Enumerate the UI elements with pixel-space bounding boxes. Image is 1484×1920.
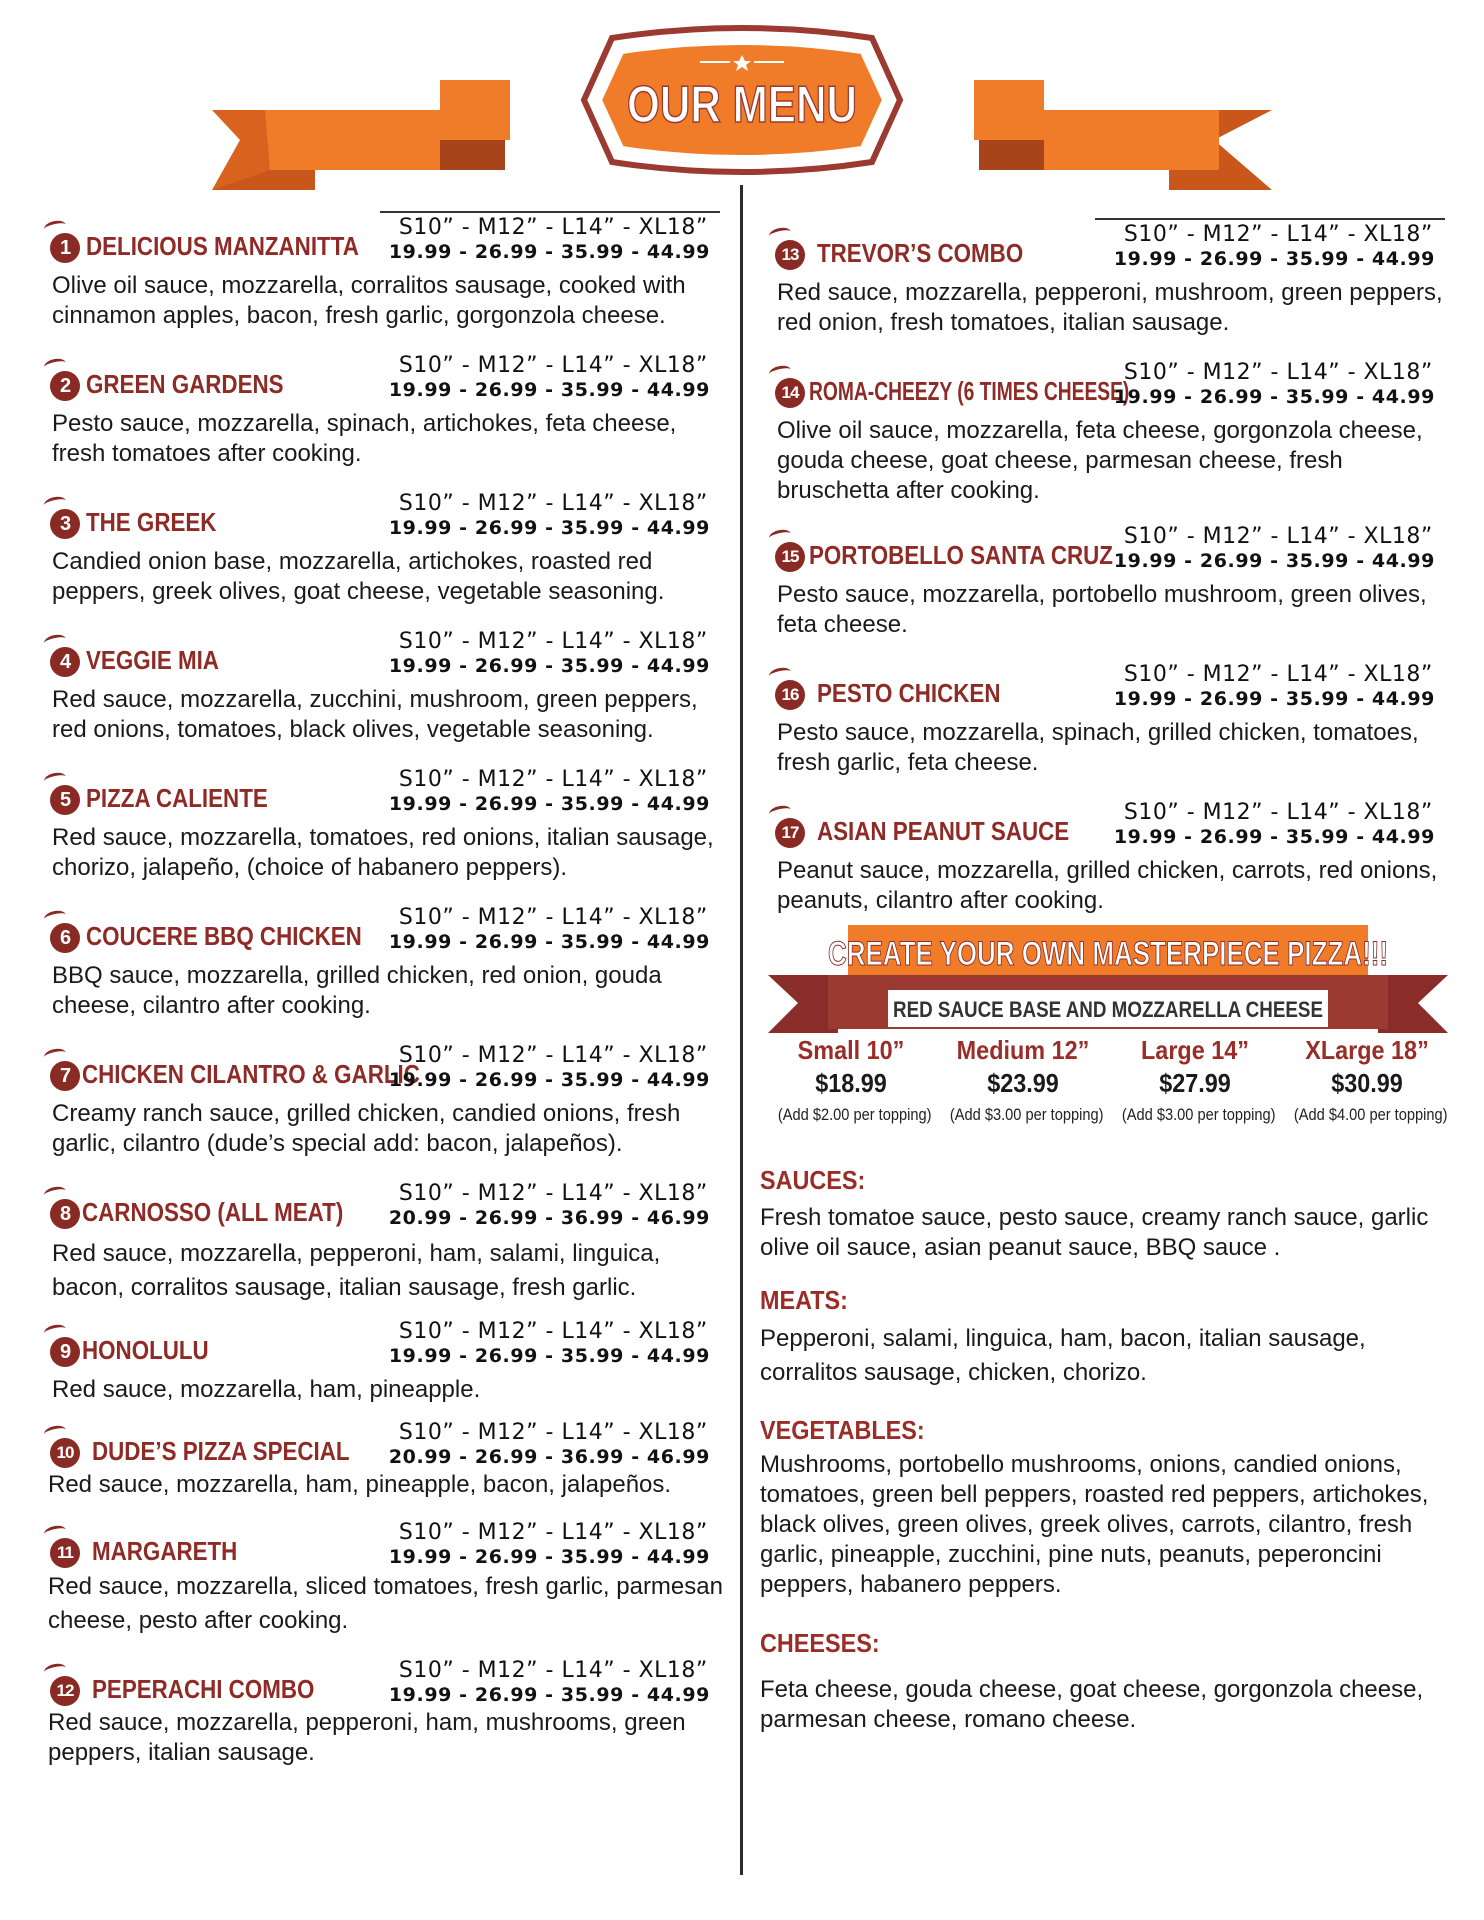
sauces-heading: SAUCES:	[760, 1165, 866, 1195]
item-number-badge: 5	[50, 785, 80, 815]
item-number-badge: 13	[775, 240, 805, 270]
item-sizes: S10” - M12” - L14” - XL18”	[398, 629, 708, 654]
item-number-badge: 10	[50, 1438, 80, 1468]
item-sizes: S10” - M12” - L14” - XL18”	[398, 767, 708, 792]
item-amounts: 20.99 - 26.99 - 36.99 - 46.99	[388, 1207, 710, 1229]
size-name: Large 14”	[1141, 1035, 1249, 1065]
item-sizes: S10” - M12” - L14” - XL18”	[398, 1420, 708, 1445]
size-price: $18.99	[815, 1068, 887, 1098]
size-name: XLarge 18”	[1305, 1035, 1429, 1065]
item-description: Olive oil sauce, mozzarella, corralitos sausage, cooked with cinnamon apples, bacon, fresh garlic, gorgonzola cheese.	[52, 272, 686, 329]
menu-item-11	[40, 1520, 723, 1640]
item-sizes: S10” - M12” - L14” - XL18”	[398, 353, 708, 378]
item-sizes: S10” - M12” - L14” - XL18”	[1123, 662, 1433, 687]
item-name: PIZZA CALIENTE	[86, 783, 268, 813]
item-amounts: 19.99 - 26.99 - 35.99 - 44.99	[388, 931, 710, 953]
size-name: Medium 12”	[956, 1035, 1090, 1065]
item-description: Pesto sauce, mozzarella, spinach, grilled chicken, tomatoes, fresh garlic, feta cheese.	[777, 719, 1419, 776]
item-prices	[389, 353, 710, 401]
item-amounts: 19.99 - 26.99 - 35.99 - 44.99	[388, 517, 710, 539]
item-amounts: 19.99 - 26.99 - 35.99 - 44.99	[388, 655, 710, 677]
item-sizes: S10” - M12” - L14” - XL18”	[398, 905, 708, 930]
item-sizes: S10” - M12” - L14” - XL18”	[1123, 524, 1433, 549]
size-option-large	[1110, 1035, 1280, 1125]
menu-item-16	[765, 662, 1445, 782]
item-description: Pesto sauce, mozzarella, portobello mushroom, green olives, feta cheese.	[777, 581, 1427, 638]
item-sizes: S10” - M12” - L14” - XL18”	[398, 1520, 708, 1545]
item-amounts: 20.99 - 26.99 - 36.99 - 46.99	[388, 1446, 710, 1468]
item-number-badge: 7	[50, 1061, 80, 1091]
column-divider	[740, 185, 743, 1875]
item-prices	[389, 1181, 710, 1229]
item-number-badge: 14	[775, 378, 805, 408]
item-prices	[389, 491, 710, 539]
item-description: Peanut sauce, mozzarella, grilled chicken, carrots, red onions, peanuts, cilantro after cooking.	[777, 857, 1438, 914]
item-sizes: S10” - M12” - L14” - XL18”	[398, 1043, 708, 1068]
menu-item-7	[40, 1043, 720, 1163]
item-description: BBQ sauce, mozzarella, grilled chicken, red onion, gouda cheese, cilantro after cooking.	[52, 962, 662, 1019]
size-option-small	[766, 1035, 936, 1125]
item-number-badge: 6	[50, 923, 80, 953]
size-price: $23.99	[987, 1068, 1059, 1098]
item-description: Red sauce, mozzarella, sliced tomatoes, fresh garlic, parmesan cheese, pesto after cooking.	[48, 1573, 723, 1634]
item-number-badge: 2	[50, 371, 80, 401]
item-description: Creamy ranch sauce, grilled chicken, candied onions, fresh garlic, cilantro (dude’s special add: bacon, jalapeños).	[52, 1100, 681, 1157]
menu-item-8	[40, 1181, 720, 1301]
item-number-badge: 11	[50, 1538, 80, 1568]
menu-item-5	[40, 767, 720, 887]
item-sizes: S10” - M12” - L14” - XL18”	[398, 1658, 708, 1683]
item-name: ASIAN PEANUT SAUCE	[817, 816, 1070, 846]
item-prices	[1114, 360, 1435, 408]
menu-item-17	[765, 800, 1445, 920]
item-name: PESTO CHICKEN	[817, 678, 1001, 708]
item-number-badge: 3	[50, 509, 80, 539]
item-name: DUDE’S PIZZA SPECIAL	[92, 1436, 350, 1466]
menu-item-12	[40, 1658, 720, 1778]
item-name: DELICIOUS MANZANITTA	[86, 231, 359, 261]
vegetables-list: Mushrooms, portobello mushrooms, onions, candied onions, tomatoes, green bell peppers, roasted red peppers, artichokes, black olives, green olives, greek olives, carrots, cilantro, fresh garlic, pineapple, zucchini, pine nuts, peanuts, peperoncini peppers, habanero peppers.	[760, 1451, 1429, 1598]
size-option-xlarge	[1282, 1035, 1452, 1125]
item-number-badge: 15	[775, 542, 805, 572]
meats-list: Pepperoni, salami, linguica, ham, bacon, italian sausage, corralitos sausage, chicken, chorizo.	[760, 1325, 1366, 1386]
item-number-badge: 8	[50, 1199, 80, 1229]
item-sizes: S10” - M12” - L14” - XL18”	[398, 215, 708, 240]
menu-item-6	[40, 905, 720, 1025]
item-amounts: 19.99 - 26.99 - 35.99 - 44.99	[388, 379, 710, 401]
item-prices	[1114, 222, 1435, 270]
item-number-badge: 12	[50, 1676, 80, 1706]
size-price: $30.99	[1331, 1068, 1403, 1098]
item-sizes: S10” - M12” - L14” - XL18”	[398, 1181, 708, 1206]
menu-header-banner	[0, 0, 1484, 210]
item-name: COUCERE BBQ CHICKEN	[86, 921, 362, 951]
item-amounts: 19.99 - 26.99 - 35.99 - 44.99	[388, 1345, 710, 1367]
item-description: Red sauce, mozzarella, ham, pineapple, bacon, jalapeños.	[48, 1471, 672, 1498]
item-description: Pesto sauce, mozzarella, spinach, artichokes, feta cheese, fresh tomatoes after cooking.	[52, 410, 677, 467]
price-rule	[1095, 218, 1445, 220]
size-topping-note: (Add $3.00 per topping)	[949, 1105, 1104, 1124]
item-name: VEGGIE MIA	[86, 645, 219, 675]
item-prices	[389, 215, 710, 263]
item-description: Red sauce, mozzarella, zucchini, mushroom, green peppers, red onions, tomatoes, black olives, vegetable seasoning.	[52, 686, 698, 743]
item-prices	[1114, 524, 1435, 572]
size-name: Small 10”	[797, 1035, 905, 1065]
item-amounts: 19.99 - 26.99 - 35.99 - 44.99	[388, 241, 710, 263]
cheeses-heading: CHEESES:	[760, 1628, 880, 1658]
item-name: MARGARETH	[92, 1536, 238, 1566]
item-name: HONOLULU	[82, 1335, 209, 1365]
menu-item-3	[40, 491, 720, 611]
vegetables-heading: VEGETABLES:	[760, 1415, 925, 1445]
create-your-own-title: CREATE YOUR OWN MASTERPIECE PIZZA!!!	[828, 935, 1388, 973]
create-your-own-subtitle: RED SAUCE BASE AND MOZZARELLA CHEESE	[893, 997, 1323, 1022]
item-sizes: S10” - M12” - L14” - XL18”	[398, 491, 708, 516]
item-prices	[1114, 662, 1435, 710]
size-price: $27.99	[1159, 1068, 1231, 1098]
menu-item-1	[40, 215, 720, 335]
menu-item-13	[765, 222, 1445, 342]
cheeses-list: Feta cheese, gouda cheese, goat cheese, gorgonzola cheese, parmesan cheese, romano cheese.	[760, 1676, 1424, 1733]
item-description: Red sauce, mozzarella, pepperoni, ham, salami, linguica, bacon, corralitos sausage, italian sausage, fresh garlic.	[52, 1240, 661, 1301]
item-amounts: 19.99 - 26.99 - 35.99 - 44.99	[1113, 248, 1435, 270]
item-name: PEPERACHI COMBO	[92, 1674, 315, 1704]
item-prices	[1114, 800, 1435, 848]
item-name: THE GREEK	[86, 507, 217, 537]
item-amounts: 19.99 - 26.99 - 35.99 - 44.99	[1113, 826, 1435, 848]
sauces-list: Fresh tomatoe sauce, pesto sauce, creamy ranch sauce, garlic olive oil sauce, asian peanut sauce, BBQ sauce .	[760, 1204, 1429, 1261]
item-prices	[389, 1043, 710, 1091]
item-amounts: 19.99 - 26.99 - 35.99 - 44.99	[388, 1684, 710, 1706]
item-name: CHICKEN CILANTRO & GARLIC	[82, 1059, 420, 1089]
item-number-badge: 1	[50, 233, 80, 263]
item-description: Olive oil sauce, mozzarella, feta cheese, gorgonzola cheese, gouda cheese, goat cheese, parmesan cheese, fresh bruschetta after cooking.	[777, 417, 1423, 504]
item-sizes: S10” - M12” - L14” - XL18”	[398, 1319, 708, 1344]
item-number-badge: 9	[50, 1337, 80, 1367]
item-prices	[389, 1319, 710, 1367]
size-topping-note: (Add $3.00 per topping)	[1121, 1105, 1276, 1124]
item-description: Red sauce, mozzarella, pepperoni, ham, mushrooms, green peppers, italian sausage.	[48, 1709, 686, 1766]
item-description: Red sauce, mozzarella, tomatoes, red onions, italian sausage, chorizo, jalapeño, (choice of habanero peppers).	[52, 824, 714, 881]
item-amounts: 19.99 - 26.99 - 35.99 - 44.99	[1113, 386, 1435, 408]
item-prices	[389, 1420, 710, 1468]
item-sizes: S10” - M12” - L14” - XL18”	[1123, 360, 1433, 385]
item-prices	[389, 629, 710, 677]
menu-item-2	[40, 353, 720, 473]
price-rule	[380, 211, 720, 213]
item-amounts: 19.99 - 26.99 - 35.99 - 44.99	[388, 793, 710, 815]
item-prices	[389, 905, 710, 953]
meats-heading: MEATS:	[760, 1285, 848, 1315]
size-topping-note: (Add $2.00 per topping)	[777, 1105, 932, 1124]
item-name: PORTOBELLO SANTA CRUZ	[809, 540, 1113, 570]
item-description: Candied onion base, mozzarella, artichokes, roasted red peppers, greek olives, goat cheese, vegetable seasoning.	[52, 548, 665, 605]
menu-item-15	[765, 524, 1445, 644]
item-name: GREEN GARDENS	[86, 369, 284, 399]
menu-item-4	[40, 629, 720, 749]
size-option-medium	[938, 1035, 1108, 1125]
item-prices	[389, 1520, 710, 1568]
item-description: Red sauce, mozzarella, pepperoni, mushroom, green peppers, red onion, fresh tomatoes, italian sausage.	[777, 279, 1443, 336]
item-prices	[389, 767, 710, 815]
item-number-badge: 4	[50, 647, 80, 677]
item-name: CARNOSSO (ALL MEAT)	[82, 1197, 344, 1227]
menu-item-14	[765, 360, 1445, 504]
item-name: ROMA-CHEEZY (6 TIMES CHEESE)	[809, 376, 1130, 406]
item-number-badge: 16	[775, 680, 805, 710]
menu-title: OUR MENU	[627, 76, 857, 134]
item-name: TREVOR’S COMBO	[817, 238, 1024, 268]
item-sizes: S10” - M12” - L14” - XL18”	[1123, 222, 1433, 247]
item-amounts: 19.99 - 26.99 - 35.99 - 44.99	[388, 1546, 710, 1568]
item-number-badge: 17	[775, 818, 805, 848]
create-your-own-banner	[768, 925, 1448, 1035]
size-topping-note: (Add $4.00 per topping)	[1293, 1105, 1448, 1124]
item-amounts: 19.99 - 26.99 - 35.99 - 44.99	[388, 1069, 710, 1091]
item-amounts: 19.99 - 26.99 - 35.99 - 44.99	[1113, 550, 1435, 572]
item-amounts: 19.99 - 26.99 - 35.99 - 44.99	[1113, 688, 1435, 710]
item-description: Red sauce, mozzarella, ham, pineapple.	[52, 1376, 481, 1403]
item-sizes: S10” - M12” - L14” - XL18”	[1123, 800, 1433, 825]
item-prices	[389, 1658, 710, 1706]
